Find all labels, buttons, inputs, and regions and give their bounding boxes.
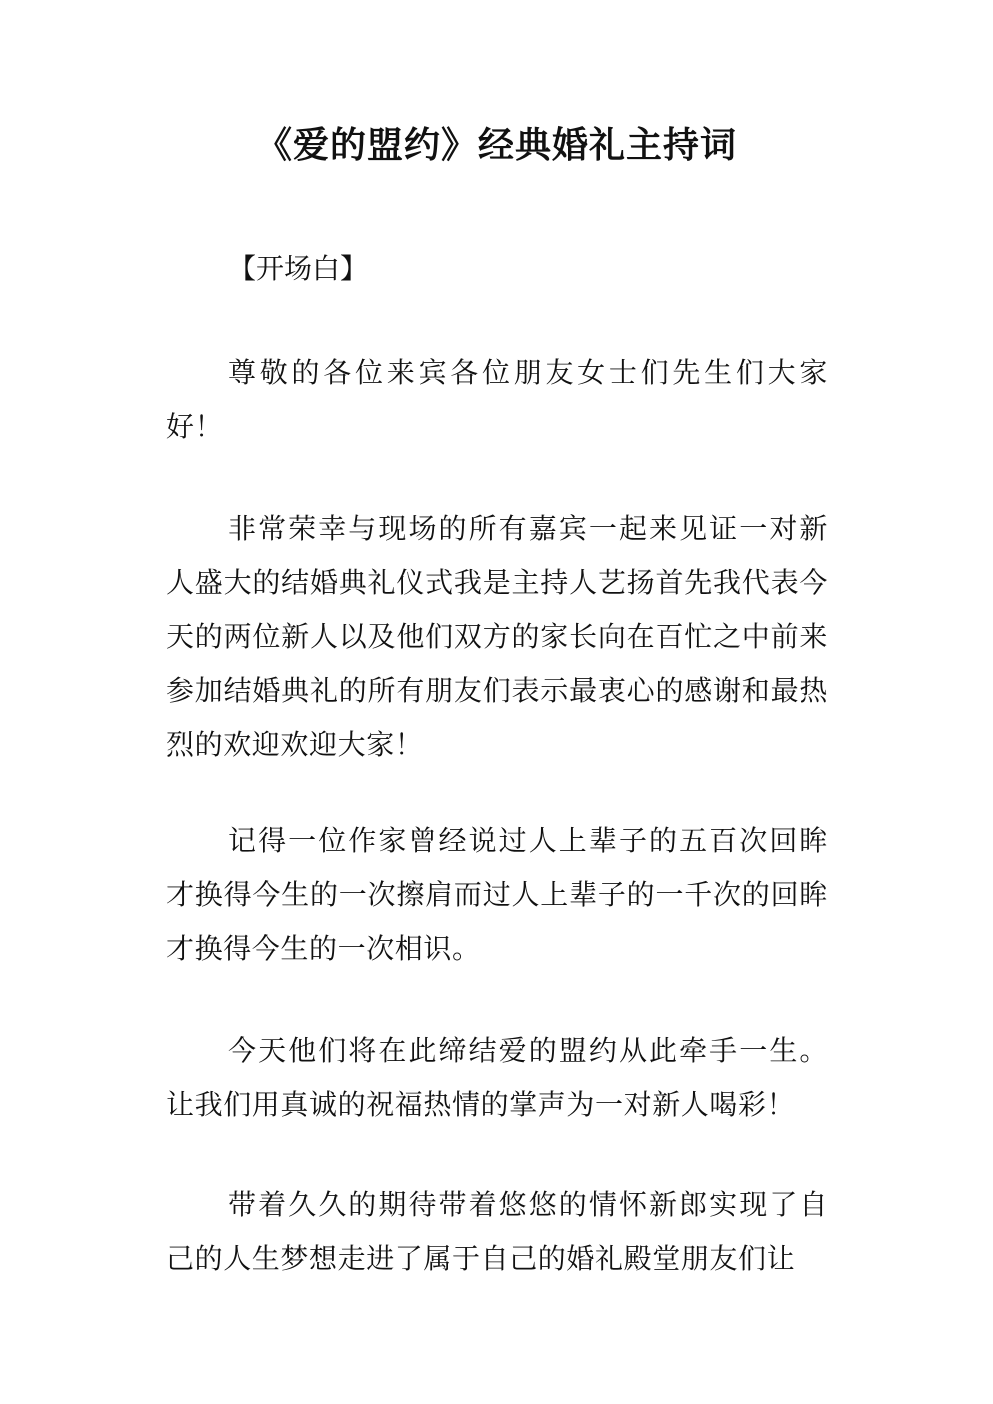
document-title: 《爱的盟约》经典婚礼主持词 <box>255 125 737 166</box>
paragraph-greeting: 尊敬的各位来宾各位朋友女士们先生们大家好！ <box>166 356 828 443</box>
paragraph-covenant: 今天他们将在此缔结爱的盟约从此牵手一生。让我们用真诚的祝福热情的掌声为一对新人喝彩！ <box>166 1034 828 1121</box>
paragraph-quote: 记得一位作家曾经说过人上辈子的五百次回眸才换得今生的一次擦肩而过人上辈子的一千次的回眸才换得今生的一次相识。 <box>166 824 828 965</box>
section-heading: 【开场白】 <box>228 252 369 285</box>
paragraph-groom: 带着久久的期待带着悠悠的情怀新郎实现了自己的人生梦想走进了属于自己的婚礼殿堂朋友们让 <box>166 1188 828 1275</box>
paragraph-welcome: 非常荣幸与现场的所有嘉宾一起来见证一对新人盛大的结婚典礼仪式我是主持人艺扬首先我代表今天的两位新人以及他们双方的家长向在百忙之中前来参加结婚典礼的所有朋友们表示最衷心的感谢和最热烈的欢迎欢迎大家！ <box>166 512 828 761</box>
